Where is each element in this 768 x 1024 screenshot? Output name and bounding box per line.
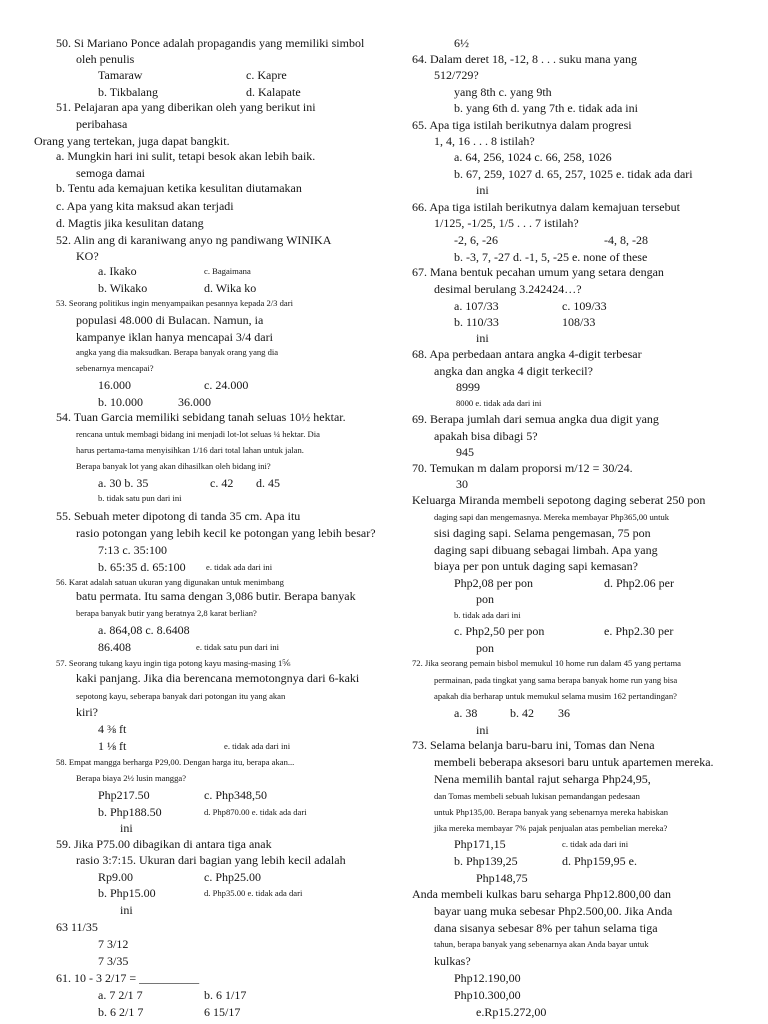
left-line: b. 65:35 d. 65:100 — [98, 560, 186, 574]
left-line: b. 6 2/1 7 — [98, 1005, 144, 1019]
right-line: jika mereka membayar 7% pajak penjualan atas pembelian mereka? — [434, 823, 668, 833]
right-line: 67. Mana bentuk pecahan umum yang setara dengan — [412, 265, 664, 279]
right-line: a. 38 — [454, 706, 478, 720]
left-line: angka yang dia maksudkan. Berapa banyak orang yang dia — [76, 347, 279, 357]
left-line: d. Kalapate — [246, 85, 301, 99]
left-line: a. Mungkin hari ini sulit, tetapi besok akan lebih baik. — [56, 149, 316, 163]
left-line: b. Tikbalang — [98, 85, 159, 99]
right-line: Nena memilih bantal rajut seharga Php24,95, — [434, 772, 651, 786]
left-line: c. Php25.00 — [204, 870, 261, 884]
left-line: peribahasa — [76, 117, 128, 131]
left-line: Rp9.00 — [98, 870, 134, 884]
right-line: 8999 — [456, 380, 480, 394]
right-line: -4, 8, -28 — [604, 233, 648, 247]
left-line: Berapa banyak lot yang akan dihasilkan oleh bidang ini? — [76, 461, 271, 471]
right-line: 1/125, -1/25, 1/5 . . . 7 istilah? — [434, 216, 579, 230]
right-line: apakah dia berharap untuk memukul selama musim 162 pertandingan? — [434, 691, 677, 701]
left-line: harus pertama-tama menyisihkan 1/16 dari total lahan untuk jalan. — [76, 445, 304, 455]
left-line: 16.000 — [98, 378, 131, 392]
left-line: rasio potongan yang lebih kecil ke potongan yang lebih besar? — [76, 526, 376, 540]
left-line: 7 3/12 — [98, 937, 129, 951]
left-line: a. Ikako — [98, 264, 137, 278]
right-line: d. Php159,95 e. — [562, 854, 637, 868]
right-line: 512/729? — [434, 68, 479, 82]
left-line: 57. Seorang tukang kayu ingin tiga potong kayu masing-masing 1⅚ — [56, 658, 291, 668]
right-line: -2, 6, -26 — [454, 233, 498, 247]
right-line: 73. Selama belanja baru-baru ini, Tomas dan Nena — [412, 738, 655, 752]
right-line: pon — [476, 641, 494, 655]
left-line: 4 ⅜ ft — [98, 722, 127, 736]
right-line: b. 67, 259, 1027 d. 65, 257, 1025 e. tidak ada dari — [454, 167, 693, 181]
left-line: b. Php15.00 — [98, 886, 156, 900]
right-line: 70. Temukan m dalam proporsi m/12 = 30/24. — [412, 461, 633, 475]
right-line: sisi daging sapi. Selama pengemasan, 75 pon — [434, 526, 651, 540]
left-line: populasi 48.000 di Bulacan. Namun, ia — [76, 313, 264, 327]
right-line: Php10.300,00 — [454, 988, 521, 1002]
left-line: 86.408 — [98, 640, 131, 654]
left-line: 36.000 — [178, 395, 211, 409]
right-line: yang 8th c. yang 9th — [454, 85, 552, 99]
right-line: a. 107/33 — [454, 299, 499, 313]
right-line: dan Tomas membeli sebuah lukisan pemandangan pedesaan — [434, 791, 640, 801]
right-line: 65. Apa tiga istilah berikutnya dalam progresi — [412, 118, 632, 132]
left-line: kaki panjang. Jika dia berencana memotongnya dari 6-kaki — [76, 671, 360, 685]
left-line: 7 3/35 — [98, 954, 129, 968]
left-line: batu permata. Itu sama dengan 3,086 butir. Berapa banyak — [76, 589, 356, 603]
right-line: 64. Dalam deret 18, -12, 8 . . . suku mana yang — [412, 52, 637, 66]
right-line: 66. Apa tiga istilah berikutnya dalam kemajuan tersebut — [412, 200, 680, 214]
left-line: c. Apa yang kita maksud akan terjadi — [56, 199, 234, 213]
left-line: c. Kapre — [246, 68, 287, 82]
left-line: a. 864,08 c. 8.6408 — [98, 623, 190, 637]
right-line: c. Php2,50 per pon — [454, 624, 545, 638]
right-line: e.Rp15.272,00 — [476, 1005, 547, 1019]
left-line: Php217.50 — [98, 788, 150, 802]
left-line: b. 10.000 — [98, 395, 143, 409]
right-line: 68. Apa perbedaan antara angka 4-digit terbesar — [412, 347, 642, 361]
right-line: Php12.190,00 — [454, 971, 521, 985]
right-line: e. Php2.30 per — [604, 624, 674, 638]
left-line: c. 42 — [210, 476, 234, 490]
left-line: 1 ⅛ ft — [98, 739, 127, 753]
left-line: c. Bagaimana — [204, 266, 251, 276]
right-line: angka dan angka 4 digit terkecil? — [434, 364, 593, 378]
right-line: pon — [476, 592, 494, 606]
left-line: b. Php188.50 — [98, 805, 162, 819]
right-line: 72. Jika seorang pemain bisbol memukul 10 home run dalam 45 yang pertama — [412, 658, 681, 668]
right-line: daging sapi dan mengemasnya. Mereka membayar Php365,00 untuk — [434, 512, 670, 522]
right-line: membeli beberapa aksesori baru untuk apartemen mereka. — [434, 755, 714, 769]
left-line: c. 24.000 — [204, 378, 249, 392]
right-line: daging sapi dibuang sebagai limbah. Apa yang — [434, 543, 658, 557]
right-line: 945 — [456, 445, 474, 459]
right-line: 1, 4, 16 . . . 8 istilah? — [434, 134, 535, 148]
right-line: 108/33 — [562, 315, 596, 329]
left-line: 63 11/35 — [56, 920, 98, 934]
left-line: b. Tentu ada kemajuan ketika kesulitan diutamakan — [56, 181, 302, 195]
right-line: a. 64, 256, 1024 c. 66, 258, 1026 — [454, 150, 612, 164]
right-line: Anda membeli kulkas baru seharga Php12.800,00 dan — [412, 887, 672, 901]
right-line: b. 110/33 — [454, 315, 499, 329]
right-line: apakah bisa dibagi 5? — [434, 429, 538, 443]
right-line: b. -3, 7, -27 d. -1, 5, -25 e. none of these — [454, 250, 648, 264]
right-line: biaya per pon untuk daging sapi kemasan? — [434, 559, 638, 573]
left-line: 54. Tuan Garcia memiliki sebidang tanah seluas 10½ hektar. — [56, 410, 346, 424]
left-line: 51. Pelajaran apa yang diberikan oleh yang berikut ini — [56, 100, 316, 114]
left-line: d. Magtis jika kesulitan datang — [56, 216, 204, 230]
left-line: Orang yang tertekan, juga dapat bangkit. — [34, 134, 230, 148]
left-line: sebenarnya mencapai? — [76, 363, 154, 373]
left-line: b. Wikako — [98, 281, 148, 295]
left-line: 59. Jika P75.00 dibagikan di antara tiga anak — [56, 837, 272, 851]
right-line: 8000 e. tidak ada dari ini — [456, 398, 542, 408]
left-line: 7:13 c. 35:100 — [98, 543, 167, 557]
left-line: d. Wika ko — [204, 281, 257, 295]
right-line: 30 — [456, 477, 468, 491]
left-line: 61. 10 - 3 2/17 = __________ — [56, 971, 200, 985]
left-line: Tamaraw — [98, 68, 143, 82]
right-line: Php2,08 per pon — [454, 576, 533, 590]
right-line: Php148,75 — [476, 871, 528, 885]
right-line: c. 109/33 — [562, 299, 607, 313]
right-line: ini — [476, 183, 489, 197]
left-line: KO? — [76, 249, 99, 263]
right-line: 36 — [558, 706, 570, 720]
left-line: c. Php348,50 — [204, 788, 267, 802]
right-line: dana sisanya sebesar 8% per tahun selama tiga — [434, 921, 658, 935]
left-line: d. 45 — [256, 476, 280, 490]
left-line: kiri? — [76, 705, 98, 719]
right-line: tahun, berapa banyak yang sebenarnya akan Anda bayar untuk — [434, 939, 649, 949]
left-line: 6 15/17 — [204, 1005, 241, 1019]
left-line: a. 30 b. 35 — [98, 476, 149, 490]
left-line: e. tidak ada dari ini — [224, 741, 291, 751]
right-line: b. tidak ada dari ini — [454, 610, 521, 620]
left-line: 52. Alin ang di karaniwang anyo ng pandiwang WINIKA — [56, 233, 332, 247]
right-line: b. 42 — [510, 706, 534, 720]
left-line: ini — [120, 903, 133, 917]
right-line: b. Php139,25 — [454, 854, 518, 868]
left-line: 50. Si Mariano Ponce adalah propagandis yang memiliki simbol — [56, 36, 365, 50]
right-line: b. yang 6th d. yang 7th e. tidak ada ini — [454, 101, 638, 115]
left-line: 55. Sebuah meter dipotong di tanda 35 cm. Apa itu — [56, 509, 301, 523]
right-line: 69. Berapa jumlah dari semua angka dua digit yang — [412, 412, 659, 426]
right-line: ini — [476, 723, 489, 737]
left-line: oleh penulis — [76, 52, 135, 66]
right-line: permainan, pada tingkat yang sama berapa banyak home run yang bisa — [434, 675, 678, 685]
left-line: berapa banyak butir yang beratnya 2,8 karat berlian? — [76, 608, 257, 618]
left-line: semoga damai — [76, 166, 145, 180]
left-line: 53. Seorang politikus ingin menyampaikan pesannya kepada 2/3 dari — [56, 298, 293, 308]
left-line: 58. Empat mangga berharga P29,00. Dengan harga itu, berapa akan... — [56, 757, 295, 767]
right-line: 6½ — [454, 36, 469, 50]
right-line: ini — [476, 331, 489, 345]
left-line: 56. Karat adalah satuan ukuran yang digunakan untuk menimbang — [56, 577, 284, 587]
left-line: d. Php870.00 e. tidak ada dari — [204, 807, 307, 817]
right-line: untuk Php135,00. Berapa banyak yang sebenarnya mereka habiskan — [434, 807, 669, 817]
left-line: e. tidak ada dari ini — [206, 562, 273, 572]
right-line: desimal berulang 3.242424…? — [434, 282, 582, 296]
left-line: Berapa biaya 2½ lusin mangga? — [76, 773, 187, 783]
left-line: rencana untuk membagi bidang ini menjadi lot-lot seluas ¼ hektar. Dia — [76, 429, 320, 439]
left-line: b. 6 1/17 — [204, 988, 247, 1002]
left-line: b. tidak satu pun dari ini — [98, 493, 182, 503]
left-line: a. 7 2/1 7 — [98, 988, 143, 1002]
left-line: d. Php35.00 e. tidak ada dari — [204, 888, 303, 898]
left-line: kampanye iklan hanya mencapai 3/4 dari — [76, 330, 273, 344]
right-line: d. Php2.06 per — [604, 576, 674, 590]
right-line: Php171,15 — [454, 837, 506, 851]
left-line: rasio 3:7:15. Ukuran dari bagian yang lebih kecil adalah — [76, 853, 346, 867]
right-line: bayar uang muka sebesar Php2.500,00. Jika Anda — [434, 904, 673, 918]
left-line: e. tidak satu pun dari ini — [196, 642, 280, 652]
right-line: c. tidak ada dari ini — [562, 839, 629, 849]
right-line: kulkas? — [434, 954, 471, 968]
right-line: Keluarga Miranda membeli sepotong daging seberat 250 pon — [412, 493, 706, 507]
left-line: ini — [120, 821, 133, 835]
left-line: sepotong kayu, seberapa banyak dari potongan itu yang akan — [76, 691, 286, 701]
